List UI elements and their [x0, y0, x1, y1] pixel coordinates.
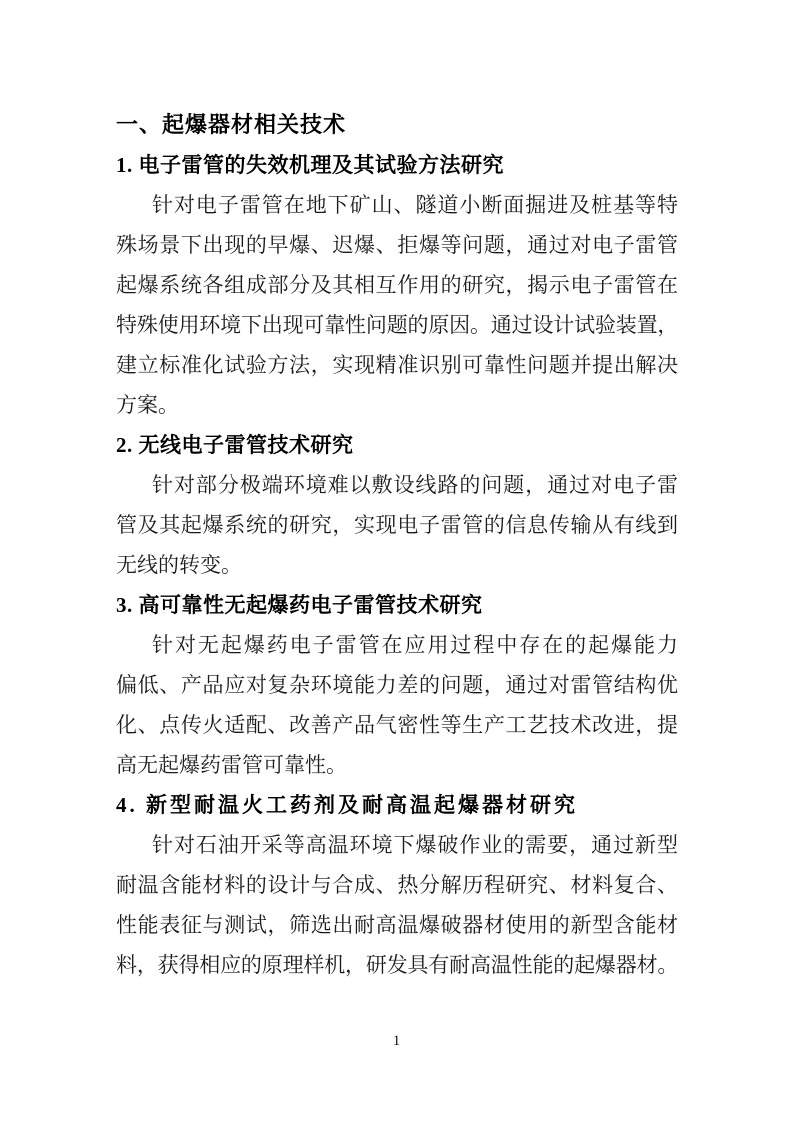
paragraph-line: 针对无起爆药电子雷管在应用过程中存在的起爆能力 — [152, 633, 678, 657]
paragraph-line: 耐温含能材料的设计与合成、热分解历程研究、材料复合、 — [116, 873, 678, 897]
paragraph-line: 无线的转变。 — [116, 553, 242, 577]
paragraph-line: 偏低、产品应对复杂环境能力差的问题，通过对雷管结构优 — [116, 673, 678, 697]
section-2-paragraph — [116, 465, 678, 585]
section-4-heading: 4. 新型耐温火工药剂及耐高温起爆器材研究 — [116, 793, 578, 817]
paragraph-line: 针对电子雷管在地下矿山、隧道小断面掘进及桩基等特 — [152, 193, 678, 217]
section-3-paragraph — [116, 625, 678, 785]
paragraph-line: 针对部分极端环境难以敷设线路的问题，通过对电子雷 — [152, 473, 678, 497]
paragraph-line: 料，获得相应的原理样机，研发具有耐高温性能的起爆器材。 — [116, 953, 678, 977]
section-high-temperature-initiating-materials — [116, 785, 678, 985]
paragraph-line: 针对石油开采等高温环境下爆破作业的需要，通过新型 — [152, 833, 678, 857]
section-4-paragraph — [116, 825, 678, 985]
paragraph-line: 建立标准化试验方法，实现精准识别可靠性问题并提出解决 — [116, 353, 678, 377]
section-1-paragraph — [116, 185, 678, 425]
paragraph-line: 管及其起爆系统的研究，实现电子雷管的信息传输从有线到 — [116, 513, 678, 537]
main-heading: 一、起爆器材相关技术 — [116, 112, 347, 137]
section-primary-explosive-free-detonator — [116, 585, 678, 785]
page-number: 1 — [392, 1033, 401, 1049]
section-wireless-electronic-detonator — [116, 425, 678, 585]
section-electronic-detonator-failure — [116, 145, 678, 425]
paragraph-line: 殊场景下出现的早爆、迟爆、拒爆等问题，通过对电子雷管 — [116, 233, 678, 257]
paragraph-line: 高无起爆药雷管可靠性。 — [116, 753, 347, 777]
paragraph-line: 性能表征与测试，筛选出耐高温爆破器材使用的新型含能材 — [116, 913, 678, 937]
section-2-heading: 2. 无线电子雷管技术研究 — [116, 433, 354, 457]
document-body — [116, 105, 678, 985]
paragraph-line: 方案。 — [116, 393, 179, 417]
paragraph-line: 特殊使用环境下出现可靠性问题的原因。通过设计试验装置， — [116, 313, 678, 337]
section-1-heading: 1. 电子雷管的失效机理及其试验方法研究 — [116, 153, 504, 177]
paragraph-line: 起爆系统各组成部分及其相互作用的研究，揭示电子雷管在 — [116, 273, 678, 297]
section-3-heading: 3. 高可靠性无起爆药电子雷管技术研究 — [116, 593, 483, 617]
paragraph-line: 化、点传火适配、改善产品气密性等生产工艺技术改进，提 — [116, 713, 678, 737]
